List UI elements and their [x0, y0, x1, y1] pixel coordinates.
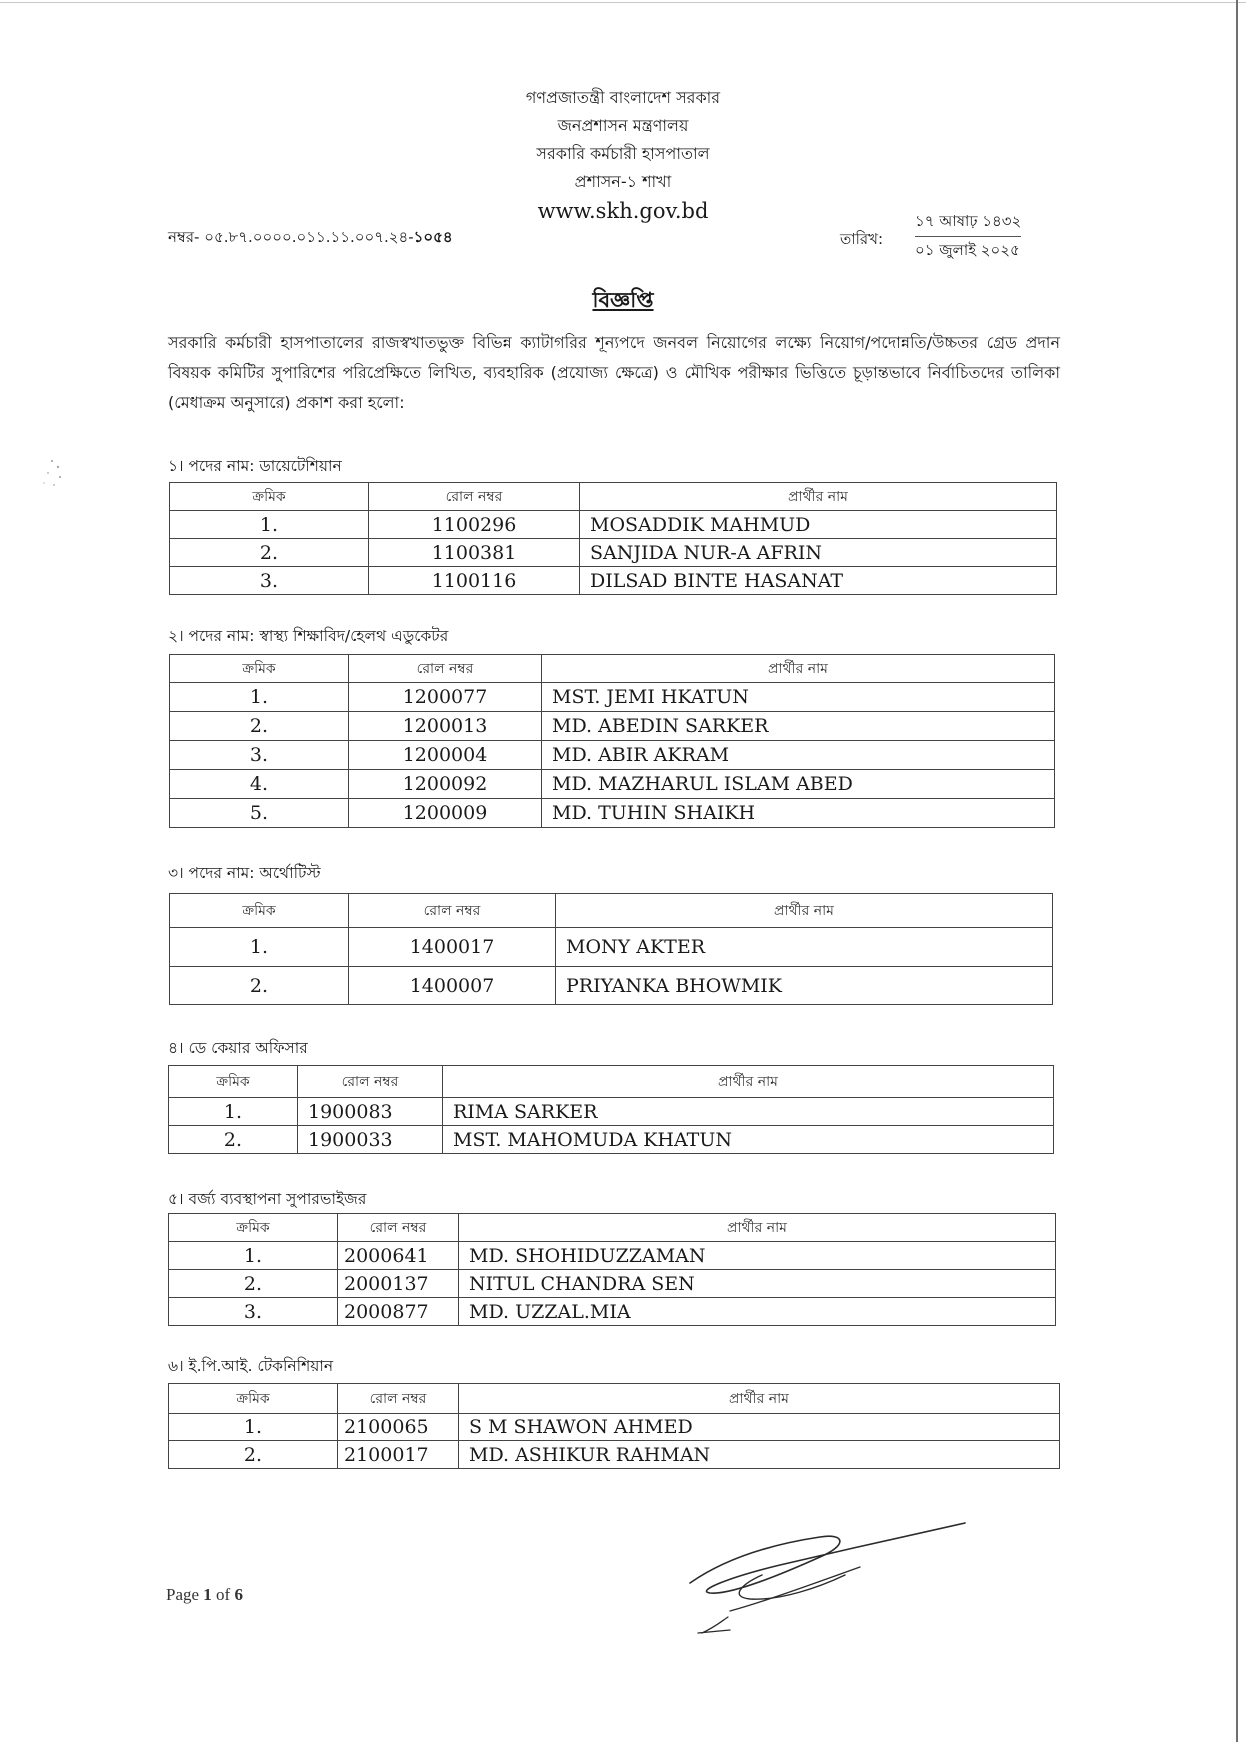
section-title: ১। পদের নাম: ডায়েটেশিয়ান: [168, 457, 342, 475]
name-cell: MD. ASHIKUR RAHMAN: [459, 1441, 1060, 1469]
roll-cell: 2000641: [338, 1242, 459, 1270]
column-roll: রোল নম্বর: [338, 1214, 459, 1242]
roll-cell: 1900033: [298, 1126, 443, 1154]
name-cell: MD. TUHIN SHAIKH: [542, 799, 1055, 828]
serial-cell: 2.: [170, 712, 349, 741]
page-mid: of: [211, 1585, 235, 1604]
column-name: প্রার্থীর নাম: [580, 483, 1057, 511]
roll-cell: 1100116: [369, 567, 580, 595]
letterhead-website: www.skh.gov.bd: [537, 199, 709, 223]
column-serial: ক্রমিক: [170, 894, 349, 928]
roll-cell: 1100381: [369, 539, 580, 567]
table-row: [170, 741, 1055, 770]
roll-cell: 1900083: [298, 1098, 443, 1126]
table-row: [169, 1298, 1056, 1326]
table-header-row: [170, 894, 1053, 928]
date-label: তারিখ:: [840, 230, 884, 248]
table-row: [170, 539, 1057, 567]
column-serial: ক্রমিক: [169, 1214, 338, 1242]
serial-cell: 5.: [170, 799, 349, 828]
table-header-row: [170, 655, 1055, 683]
name-cell: NITUL CHANDRA SEN: [459, 1270, 1056, 1298]
memo-number: [168, 226, 453, 251]
notice-body: সরকারি কর্মচারী হাসপাতালের রাজস্বখাতভুক্ত বিভিন্ন ক্যাটাগরির শূন্যপদে জনবল নিয়োগের লক্ষ্যে নিয়োগ/পদোন্নতি/উচ্চতর গ্রেড প্রদান বিষয়ক কমিটির সুপারিশের পরিপ্রেক্ষিতে লিখিত, ব্যবহারিক (প্রযোজ্য ক্ষেত্রে) ও মৌখিক পরীক্ষার ভিত্তিতে চূড়ান্তভাবে নির্বাচিতদের তালিকা (মেধাক্রম অনুসারে) প্রকাশ করা হলো:: [168, 333, 1060, 412]
column-roll: রোল নম্বর: [369, 483, 580, 511]
section-title: ৩। পদের নাম: অর্থোটিস্ট: [168, 864, 321, 882]
roll-cell: 2000137: [338, 1270, 459, 1298]
scan-speck-icon: [38, 455, 68, 495]
roll-cell: 1200077: [349, 683, 542, 712]
table-row: [170, 567, 1057, 595]
name-cell: MST. MAHOMUDA KHATUN: [443, 1126, 1054, 1154]
page-current: 1: [203, 1585, 212, 1604]
signature-icon: [670, 1515, 980, 1640]
results-table: [168, 1065, 1054, 1154]
results-table: [169, 482, 1057, 595]
page-total: 6: [234, 1585, 243, 1604]
table-row: [170, 928, 1053, 967]
name-cell: MD. ABIR AKRAM: [542, 741, 1055, 770]
serial-cell: 1.: [170, 683, 349, 712]
table-row: [170, 712, 1055, 741]
table-row: [170, 511, 1057, 539]
serial-cell: 2.: [169, 1441, 338, 1469]
column-serial: ক্রমিক: [169, 1384, 338, 1414]
roll-cell: 1200004: [349, 741, 542, 770]
table-row: [169, 1098, 1054, 1126]
serial-cell: 1.: [169, 1242, 338, 1270]
serial-cell: 1.: [170, 928, 349, 967]
serial-cell: 1.: [170, 511, 369, 539]
results-table: [168, 1213, 1056, 1326]
memo-number-suffix: ১০৫৪: [413, 228, 453, 246]
name-cell: S M SHAWON AHMED: [459, 1414, 1060, 1441]
table-row: [169, 1414, 1060, 1441]
serial-cell: 3.: [170, 741, 349, 770]
results-table: [169, 654, 1055, 828]
letterhead-government: গণপ্রজাতন্ত্রী বাংলাদেশ সরকার: [525, 88, 721, 107]
roll-cell: 1400017: [349, 928, 556, 967]
letterhead-branch: প্রশাসন-১ শাখা: [574, 172, 672, 191]
column-serial: ক্রমিক: [170, 483, 369, 511]
table-header-row: [169, 1066, 1054, 1098]
column-serial: ক্রমিক: [169, 1066, 298, 1098]
table-header-row: [169, 1384, 1060, 1414]
table-header-row: [169, 1214, 1056, 1242]
roll-cell: 1200092: [349, 770, 542, 799]
serial-cell: 4.: [170, 770, 349, 799]
column-roll: রোল নম্বর: [349, 894, 556, 928]
column-name: প্রার্থীর নাম: [459, 1214, 1056, 1242]
serial-cell: 2.: [170, 967, 349, 1005]
column-name: প্রার্থীর নাম: [542, 655, 1055, 683]
column-name: প্রার্থীর নাম: [443, 1066, 1054, 1098]
roll-cell: 2000877: [338, 1298, 459, 1326]
letterhead: [0, 84, 1246, 226]
table-header-row: [170, 483, 1057, 511]
section-title: ৪। ডে কেয়ার অফিসার: [168, 1039, 308, 1057]
column-roll: রোল নম্বর: [338, 1384, 459, 1414]
name-cell: PRIYANKA BHOWMIK: [556, 967, 1053, 1005]
serial-cell: 3.: [169, 1298, 338, 1326]
roll-cell: 1400007: [349, 967, 556, 1005]
table-row: [169, 1242, 1056, 1270]
section-title: ২। পদের নাম: স্বাস্থ্য শিক্ষাবিদ/হেলথ এডুকেটর: [168, 627, 449, 645]
column-serial: ক্রমিক: [170, 655, 349, 683]
results-table: [168, 1383, 1060, 1469]
roll-cell: 1200009: [349, 799, 542, 828]
name-cell: MD. MAZHARUL ISLAM ABED: [542, 770, 1055, 799]
name-cell: MD. ABEDIN SARKER: [542, 712, 1055, 741]
letterhead-ministry: জনপ্রশাসন মন্ত্রণালয়: [557, 116, 689, 135]
serial-cell: 1.: [169, 1098, 298, 1126]
serial-cell: 2.: [170, 539, 369, 567]
name-cell: MONY AKTER: [556, 928, 1053, 967]
serial-cell: 1.: [169, 1414, 338, 1441]
table-row: [170, 799, 1055, 828]
scan-right-edge: [1236, 0, 1238, 1742]
name-cell: RIMA SARKER: [443, 1098, 1054, 1126]
scan-top-edge: [0, 2, 1246, 3]
name-cell: DILSAD BINTE HASANAT: [580, 567, 1057, 595]
name-cell: MST. JEMI HKATUN: [542, 683, 1055, 712]
roll-cell: 1100296: [369, 511, 580, 539]
page-prefix: Page: [166, 1585, 204, 1604]
section-title: ৫। বর্জ্য ব্যবস্থাপনা সুপারভাইজর: [168, 1190, 367, 1208]
table-row: [170, 967, 1053, 1005]
serial-cell: 2.: [169, 1270, 338, 1298]
name-cell: SANJIDA NUR-A AFRIN: [580, 539, 1057, 567]
table-row: [169, 1126, 1054, 1154]
name-cell: MD. SHOHIDUZZAMAN: [459, 1242, 1056, 1270]
serial-cell: 3.: [170, 567, 369, 595]
date-block: [915, 208, 1021, 263]
column-name: প্রার্থীর নাম: [556, 894, 1053, 928]
date-english: ০১ জুলাই ২০২৫: [915, 241, 1020, 259]
name-cell: MOSADDIK MAHMUD: [580, 511, 1057, 539]
column-roll: রোল নম্বর: [298, 1066, 443, 1098]
roll-cell: 2100065: [338, 1414, 459, 1441]
letterhead-hospital: সরকারি কর্মচারী হাসপাতাল: [536, 144, 710, 163]
roll-cell: 2100017: [338, 1441, 459, 1469]
results-table: [169, 893, 1053, 1005]
table-row: [169, 1441, 1060, 1469]
date-bangla: ১৭ আষাঢ় ১৪৩২: [915, 208, 1021, 237]
table-row: [169, 1270, 1056, 1298]
column-roll: রোল নম্বর: [349, 655, 542, 683]
serial-cell: 2.: [169, 1126, 298, 1154]
memo-number-prefix: নম্বর- ০৫.৮৭.০০০০.০১১.১১.০০৭.২৪-: [168, 228, 414, 246]
column-name: প্রার্থীর নাম: [459, 1384, 1060, 1414]
page-number: [166, 1585, 243, 1605]
section-title: ৬। ই.পি.আই. টেকনিশিয়ান: [168, 1357, 334, 1375]
table-row: [170, 683, 1055, 712]
roll-cell: 1200013: [349, 712, 542, 741]
name-cell: MD. UZZAL.MIA: [459, 1298, 1056, 1326]
table-row: [170, 770, 1055, 799]
notice-title: বিজ্ঞপ্তি: [592, 288, 654, 312]
